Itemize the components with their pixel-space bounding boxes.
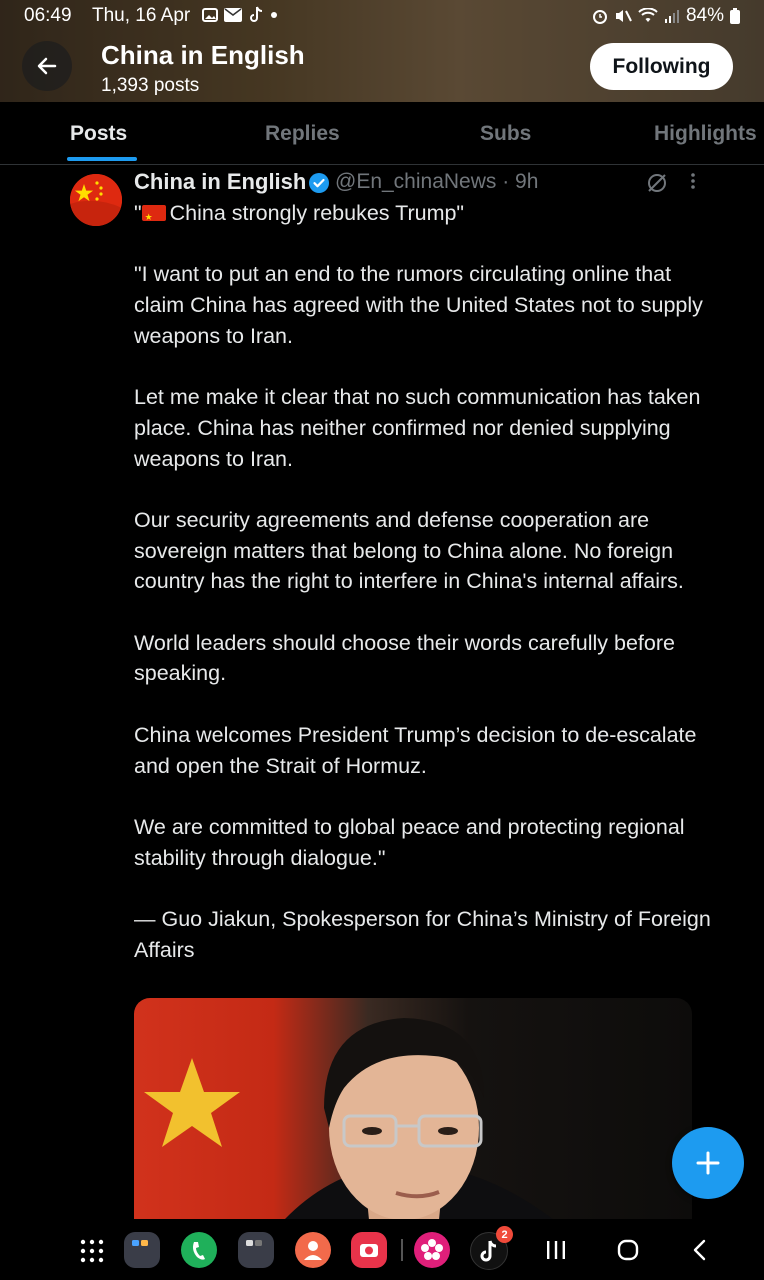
- battery-icon: [730, 8, 740, 24]
- following-button[interactable]: Following: [590, 43, 733, 90]
- system-navigation-bar: [0, 1219, 764, 1280]
- grok-icon[interactable]: [646, 172, 668, 194]
- nav-back-icon[interactable]: [691, 1239, 707, 1261]
- notification-icons: [202, 6, 278, 24]
- contacts-app-icon[interactable]: [295, 1232, 331, 1268]
- profile-tabs: [0, 102, 764, 165]
- system-indicators: [592, 5, 740, 27]
- tiktok-badge: 2: [496, 1226, 513, 1243]
- app-drawer-icon[interactable]: [80, 1239, 104, 1263]
- tab-replies[interactable]: Replies: [265, 122, 340, 145]
- post-paragraph: Our security agreements and defense cooperation are sovereign matters that belong to China alone. No foreign country has the right to interfere in China's internal affairs.: [134, 507, 684, 594]
- home-icon[interactable]: [617, 1239, 639, 1261]
- tab-subs[interactable]: Subs: [480, 122, 532, 145]
- signal-icon: [664, 8, 680, 24]
- post-author-name[interactable]: China in English: [134, 169, 307, 194]
- post-handle-time[interactable]: @En_chinaNews · 9h: [335, 170, 539, 193]
- taskbar-divider: [401, 1239, 403, 1261]
- post-paragraph: World leaders should choose their words carefully before speaking.: [134, 630, 675, 686]
- back-button[interactable]: [22, 41, 72, 91]
- china-flag-emoji-icon: [142, 205, 166, 221]
- wifi-icon: [638, 8, 658, 24]
- china-flag-icon: [70, 174, 122, 226]
- status-time: 06:49: [24, 5, 72, 26]
- battery-percent: 84%: [685, 5, 724, 26]
- app-folder-2-icon[interactable]: [238, 1232, 274, 1268]
- spokesperson-photo: [134, 998, 692, 1220]
- mute-icon: [614, 8, 632, 24]
- profile-title: China in English: [101, 40, 305, 70]
- tiktok-notif-icon: [248, 6, 264, 24]
- active-tab-indicator: [67, 157, 137, 161]
- more-notifs-dot-icon: [270, 11, 278, 19]
- post-more-options-icon[interactable]: [690, 170, 696, 198]
- status-bar: [0, 0, 764, 32]
- plus-icon: [694, 1149, 722, 1177]
- blossom-app-icon[interactable]: [414, 1232, 450, 1268]
- verified-badge-icon: [308, 172, 330, 194]
- status-date: Thu, 16 Apr: [92, 5, 191, 26]
- app-folder-icon[interactable]: [124, 1232, 160, 1268]
- tab-highlights[interactable]: Highlights: [654, 122, 757, 145]
- post-image[interactable]: [134, 998, 692, 1220]
- tab-posts[interactable]: Posts: [70, 122, 128, 145]
- compose-post-button[interactable]: [672, 1127, 744, 1199]
- post-headline: "★ China strongly rebukes Trump": [134, 198, 714, 229]
- alarm-icon: [592, 8, 608, 24]
- post-paragraph: China welcomes President Trump’s decision to de-escalate and open the Strait of Hormuz.: [134, 722, 697, 778]
- mail-icon: [224, 8, 242, 22]
- post-paragraph: "I want to put an end to the rumors circulating online that claim China has agreed with the United States not to supply weapons to Iran.: [134, 262, 703, 348]
- phone-app-icon[interactable]: [181, 1232, 217, 1268]
- camera-app-icon[interactable]: [351, 1232, 387, 1268]
- arrow-left-icon: [35, 54, 59, 78]
- post-paragraph: We are committed to global peace and protecting regional stability through dialogue.": [134, 814, 685, 870]
- post-paragraph: Let me make it clear that no such communication has taken place. China has neither confirmed nor denied supplying weapons to Iran.: [134, 385, 701, 471]
- recent-apps-icon[interactable]: [545, 1240, 567, 1260]
- profile-post-count: 1,393 posts: [101, 75, 200, 96]
- post-attribution: — Guo Jiakun, Spokesperson for China’s Ministry of Foreign Affairs: [134, 907, 711, 962]
- gallery-icon: [202, 7, 218, 23]
- author-avatar[interactable]: [70, 174, 122, 226]
- post-text: [134, 198, 714, 996]
